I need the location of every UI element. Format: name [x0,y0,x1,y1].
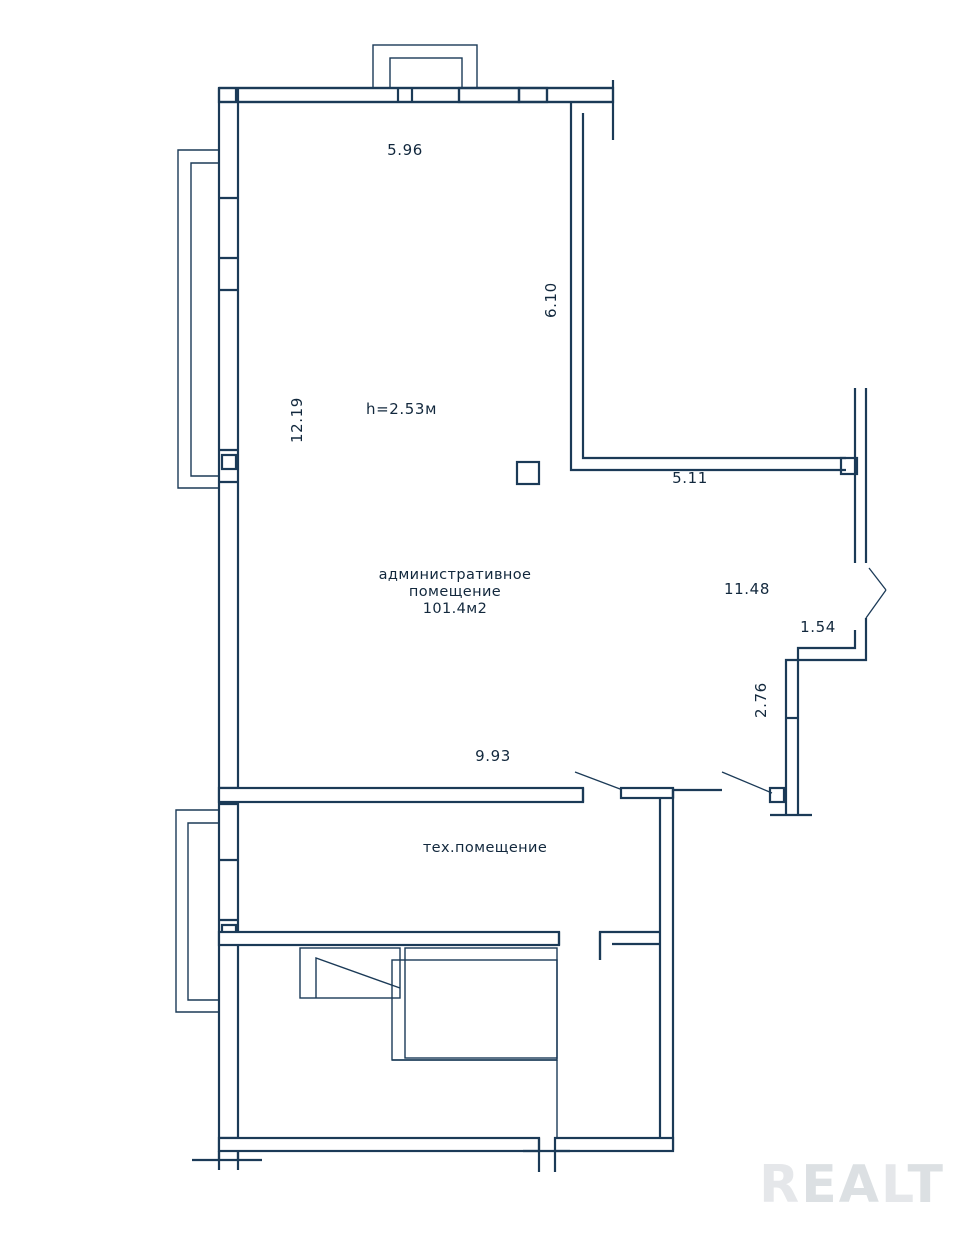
realt-watermark [759,1155,945,1215]
left-balcony-upper [178,150,219,488]
watermark-text-l: L [880,1155,908,1215]
dimension-left-vertical: 12.19 [288,397,306,443]
dimension-bottom-room: 9.93 [475,747,511,765]
room-label-administrative [310,567,600,618]
ceiling-height-label: h=2.53м [366,400,437,418]
top-window-detail [373,45,477,90]
dimension-right-vertical-small: 2.76 [752,682,770,718]
watermark-text-start: R [759,1155,802,1215]
column-fixture [517,462,539,484]
room-name-line1: административное [378,567,532,583]
room-area: 101.4м2 [422,601,488,617]
right-detail-walls [575,568,886,815]
dimension-right-long: 11.48 [724,580,770,598]
dimension-inner-right-vertical: 6.10 [542,282,560,318]
dimension-top: 5.96 [387,141,423,159]
dimension-small-right: 1.54 [800,618,836,636]
watermark-text-mid: EA [801,1155,881,1215]
left-balcony-lower [176,810,219,1012]
inner-right-wall [571,102,846,470]
left-wall [219,88,238,1160]
room-label-technical: тех.помещение [422,840,548,856]
room-name-line2: помещение [408,584,502,600]
watermark-text-end: T [907,1155,945,1215]
right-outer-wall [841,388,866,563]
dimension-inner-horizontal: 5.11 [672,469,708,487]
top-wall [219,80,613,140]
mid-horizontal-wall [219,788,722,802]
tech-room-fixtures [300,948,557,1138]
